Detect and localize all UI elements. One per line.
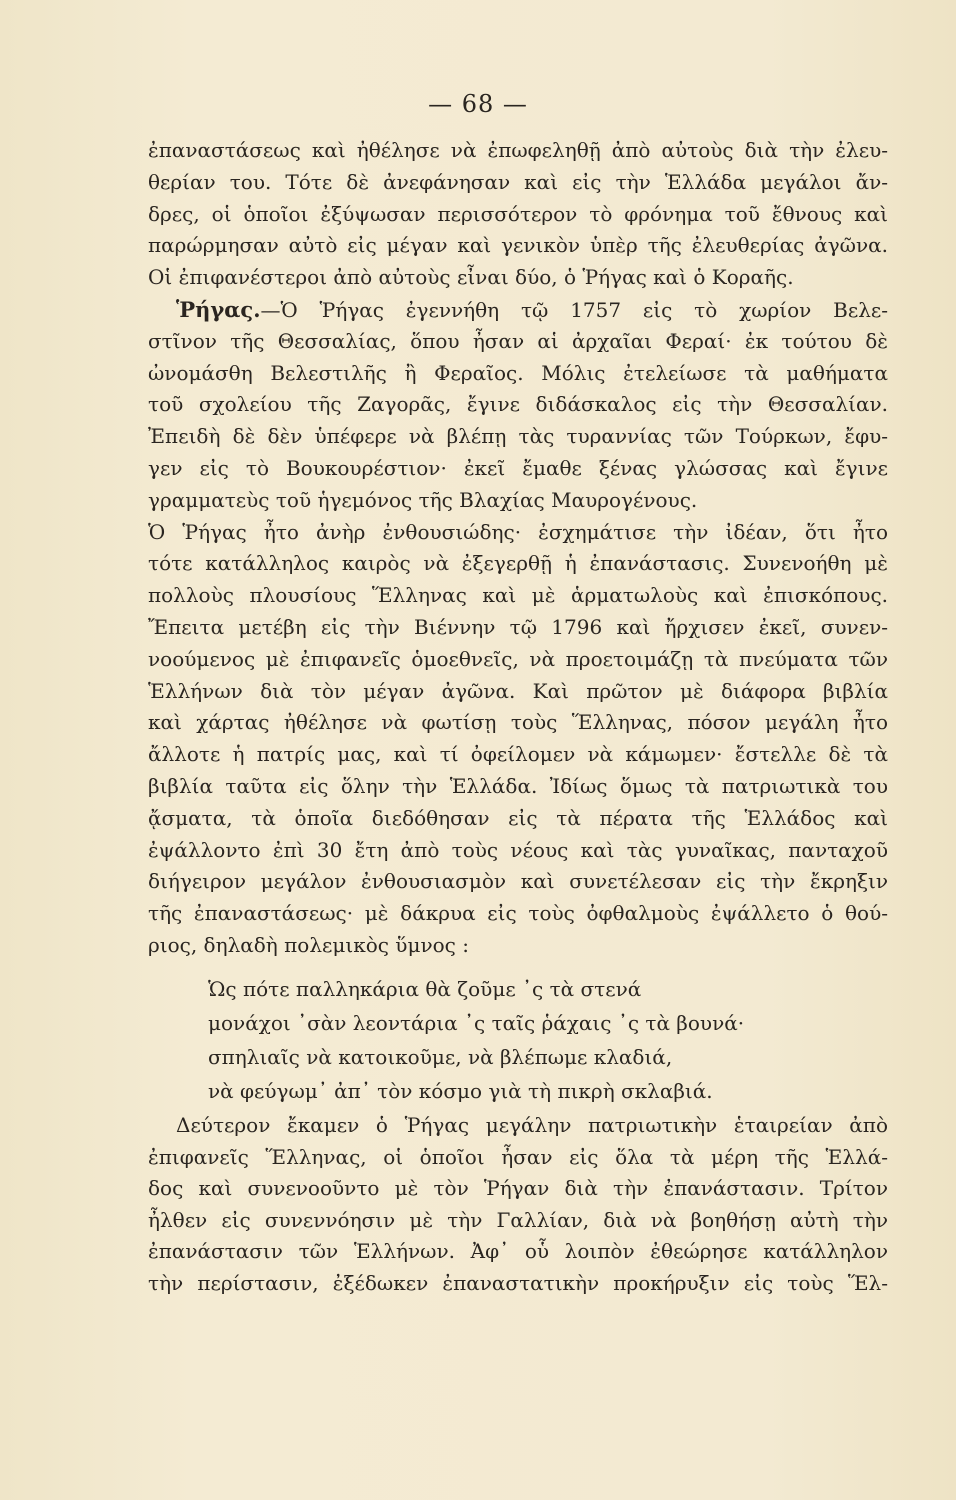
text-line: Δεύτερον ἔκαμεν ὁ Ῥήγας μεγάλην πατριωτικὴν ἑταιρείαν ἀπὸ <box>176 1113 888 1137</box>
text-line: Ἐπειδὴ δὲ δὲν ὑπέφερε νὰ βλέπῃ τὰς τυραννίας τῶν Τούρκων, ἔφυ- <box>148 424 888 449</box>
poem-line: σπηλιαῖς νὰ κατοικοῦμε, νὰ βλέπωμε κλαδιά, <box>208 1045 673 1069</box>
text-line: ᾄσματα, τὰ ὁποῖα διεδόθησαν εἰς τὰ πέρατα τῆς Ἑλλάδος καὶ <box>148 805 888 830</box>
poem-line: νὰ φεύγωμ᾿ ἀπ᾿ τὸν κόσμο γιὰ τὴ πικρὴ σκλαβιά. <box>208 1079 713 1103</box>
text-line: τῆς ἐπαναστάσεως· μὲ δάκρυα εἰς τοὺς ὀφθαλμοὺς ἐψάλλετο ὁ θού- <box>148 901 888 926</box>
text-line: γραμματεὺς τοῦ ἡγεμόνος τῆς Βλαχίας Μαυρογένους. <box>148 487 698 512</box>
text-line: τοῦ σχολείου τῆς Ζαγορᾶς, ἔγινε διδάσκαλος εἰς τὴν Θεσσαλίαν. <box>148 392 888 417</box>
text-line: ἐπιφανεῖς Ἕλληνας, οἱ ὁποῖοι ἦσαν εἰς ὅλα τὰ μέρη τῆς Ἑλλά- <box>148 1144 888 1169</box>
main-text <box>148 135 888 962</box>
poem-line: μονάχοι ᾿σὰν λεοντάρια ᾿ς ταῖς ῥάχαις ᾿ς τὰ βουνά· <box>208 1011 745 1035</box>
text-line: Ἔπειτα μετέβη εἰς τὴν Βιέννην τῷ 1796 καὶ ἤρχισεν ἐκεῖ, συνεν- <box>148 614 888 639</box>
text-line: Οἱ ἐπιφανέστεροι ἀπὸ αὐτοὺς εἶναι δύο, ὁ Ῥήγας καὶ ὁ Κοραῆς. <box>148 265 794 290</box>
text-line: νοούμενος μὲ ἐπιφανεῖς ὁμοεθνεῖς, νὰ προετοιμάζῃ τὰ πνεύματα τῶν <box>148 646 888 671</box>
text-line: Ὁ Ῥήγας ἦτο ἀνὴρ ἐνθουσιώδης· ἐσχημάτισε τὴν ἰδέαν, ὅτι ἦτο <box>148 519 888 544</box>
text-line: γεν εἰς τὸ Βουκουρέστιον· ἐκεῖ ἔμαθε ξένας γλώσσας καὶ ἔγινε <box>148 455 888 480</box>
text-line: ριος, δηλαδὴ πολεμικὸς ὕμνος : <box>148 932 469 957</box>
text-line: ἐπαναστάσεως καὶ ἠθέλησε νὰ ἐπωφεληθῇ ἀπὸ αὐτοὺς διὰ τὴν ἐλευ- <box>148 138 888 162</box>
text-line: Ἑλλήνων διὰ τὸν μέγαν ἀγῶνα. Καὶ πρῶτον μὲ διάφορα βιβλία <box>148 678 888 703</box>
text-line: ἦλθεν εἰς συνεννόησιν μὲ τὴν Γαλλίαν, διὰ νὰ βοηθήσῃ αὐτὴ τὴν <box>148 1207 888 1232</box>
text-line: καὶ χάρτας ἠθέλησε νὰ φωτίσῃ τοὺς Ἕλληνας, πόσον μεγάλη ἦτο <box>148 710 888 735</box>
text-line: ἄλλοτε ἡ πατρίς μας, καὶ τί ὀφείλομεν νὰ κάμωμεν· ἔστελλε δὲ τὰ <box>148 742 888 767</box>
text-line: θερίαν του. Τότε δὲ ἀνεφάνησαν καὶ εἰς τὴν Ἑλλάδα μεγάλοι ἄν- <box>148 169 888 194</box>
text-line: στῖνον τῆς Θεσσαλίας, ὅπου ἦσαν αἱ ἀρχαῖαι Φεραί· ἐκ τούτου δὲ <box>148 328 888 353</box>
text-span: —Ὁ Ῥήγας ἐγεννήθη τῷ 1757 εἰς τὸ χωρίον Βελε- <box>260 297 888 322</box>
section-heading-rigas: Ῥήγας. <box>176 296 261 322</box>
text-line: ὠνομάσθη Βελεστιλῆς ἢ Φεραῖος. Μόλις ἐτελείωσε τὰ μαθήματα <box>148 360 888 385</box>
text-line: τότε κατάλληλος καιρὸς νὰ ἐξεγερθῇ ἡ ἐπανάστασις. Συνενοήθη μὲ <box>148 551 888 576</box>
section-first-line <box>148 294 888 326</box>
text-line: διήγειρον μεγάλον ἐνθουσιασμὸν καὶ συνετέλεσαν εἰς τὴν ἔκρηξιν <box>148 869 888 894</box>
text-line: τὴν περίστασιν, ἐξέδωκεν ἐπαναστατικὴν προκήρυξιν εἰς τοὺς Ἕλ- <box>148 1270 888 1295</box>
text-line: βιβλία ταῦτα εἰς ὅλην τὴν Ἑλλάδα. Ἰδίως ὅμως τὰ πατριωτικὰ του <box>148 773 888 798</box>
text-line: παρώρμησαν αὐτὸ εἰς μέγαν καὶ γενικὸν ὑπὲρ τῆς ἐλευθερίας ἀγῶνα. <box>148 233 888 258</box>
text-line: ἐψάλλοντο ἐπὶ 30 ἔτη ἀπὸ τοὺς νέους καὶ τὰς γυναῖκας, πανταχοῦ <box>148 837 888 862</box>
text-line: ἐπανάστασιν τῶν Ἑλλήνων. Ἀφ᾿ οὗ λοιπὸν ἐθεώρησε κατάλληλον <box>148 1239 888 1263</box>
main-text-continued <box>148 1110 888 1299</box>
text-line: πολλοὺς πλουσίους Ἕλληνας καὶ μὲ ἁρματωλοὺς καὶ ἐπισκόπους. <box>148 583 888 608</box>
page-number: — 68 — <box>428 90 528 118</box>
poem-line: Ὡς πότε παλληκάρια θὰ ζοῦμε ᾿ς τὰ στενά <box>208 977 642 1001</box>
poem-quote <box>208 972 808 1108</box>
text-line: δος καὶ συνενοοῦντο μὲ τὸν Ῥήγαν διὰ τὴν ἐπανάστασιν. Τρίτον <box>148 1176 888 1200</box>
text-line: δρες, οἱ ὁποῖοι ἐξύψωσαν περισσότερον τὸ φρόνημα τοῦ ἔθνους καὶ <box>148 201 888 226</box>
